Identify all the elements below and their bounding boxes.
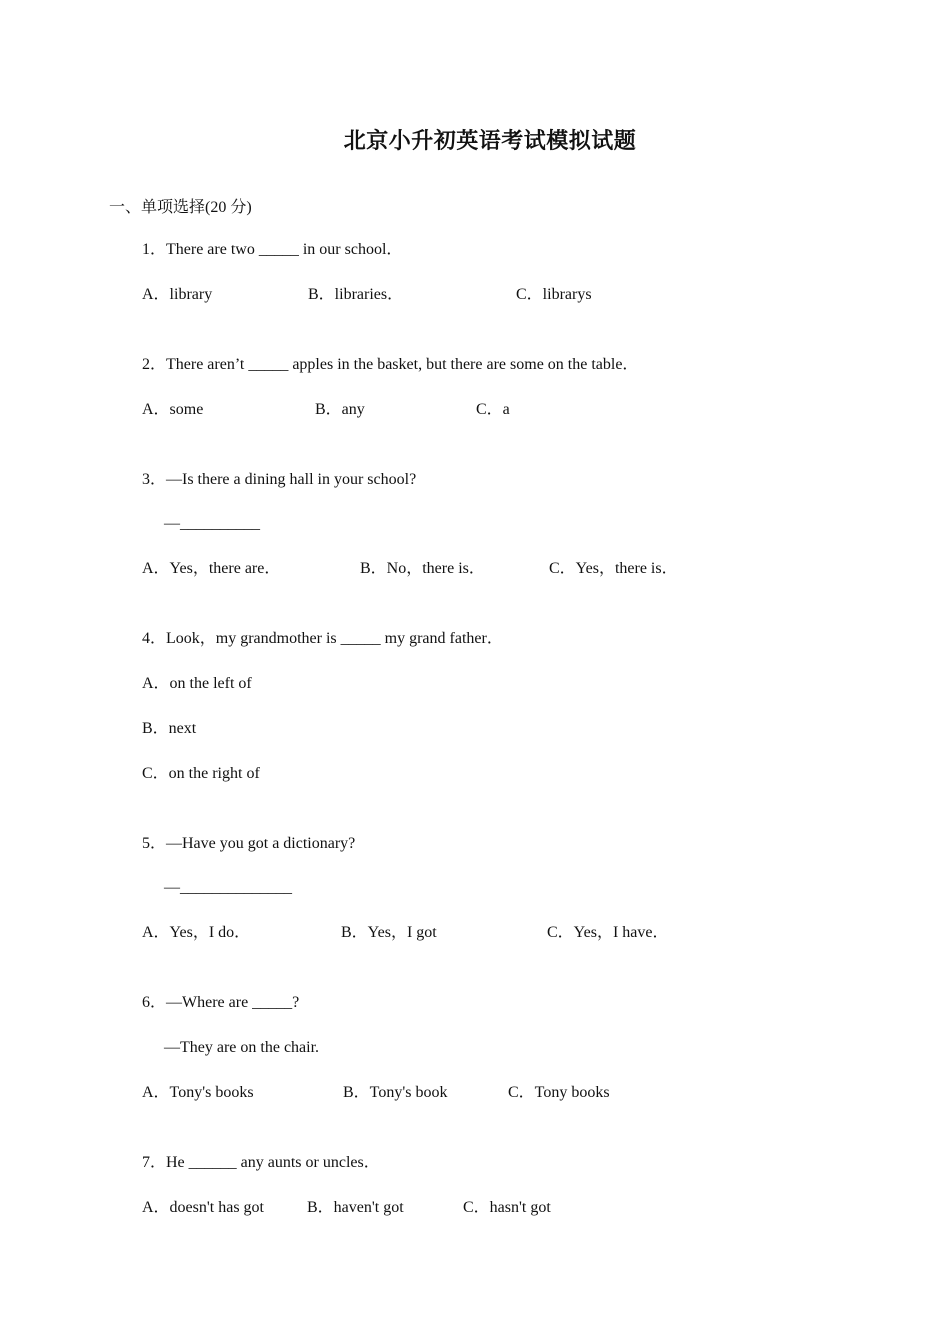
option-b: B．Yes，I got [341, 924, 437, 941]
option-c: C．a [476, 401, 510, 418]
question-stem: 4．Look，my grandmother is _____ my grand father． [142, 630, 503, 647]
option-a: A．some [142, 401, 204, 418]
option-b: B．libraries． [308, 286, 404, 303]
option-c: C．Tony books [508, 1084, 610, 1101]
option-c: C．on the right of [142, 765, 260, 782]
option-b: B．next [142, 720, 197, 737]
option-a: A．Tony's books [142, 1084, 254, 1101]
section-heading: 一、单项选择(20 分) [109, 199, 252, 216]
option-b: B．Tony's book [343, 1084, 448, 1101]
option-b: B．haven't got [307, 1199, 404, 1216]
question-stem: 6．—Where are _____? [142, 994, 300, 1011]
answer-line: —__________ [164, 515, 260, 532]
question-stem: 3．—Is there a dining hall in your school? [142, 471, 417, 488]
page-title: 北京小升初英语考试模拟试题 [343, 129, 637, 154]
option-a: A．Yes，I do． [142, 924, 251, 941]
option-a: A．doesn't has got [142, 1199, 264, 1216]
option-a: A．on the left of [142, 675, 252, 692]
option-a: A．library [142, 286, 213, 303]
question-stem: 2．There aren’t _____ apples in the basket, but there are some on the table． [142, 356, 639, 373]
option-b: B．any [315, 401, 365, 418]
option-c: C．hasn't got [463, 1199, 551, 1216]
question-stem: 1．There are two _____ in our school． [142, 241, 403, 258]
question-stem: 7．He ______ any aunts or uncles． [142, 1154, 380, 1171]
answer-line: —______________ [164, 879, 292, 896]
option-a: A．Yes，there are． [142, 560, 281, 577]
option-c: C．librarys [516, 286, 592, 303]
option-c: C．Yes，I have． [547, 924, 669, 941]
question-stem: 5．—Have you got a dictionary? [142, 835, 356, 852]
answer-line: —They are on the chair. [164, 1039, 320, 1056]
option-c: C．Yes，there is． [549, 560, 678, 577]
option-b: B．No，there is． [360, 560, 485, 577]
